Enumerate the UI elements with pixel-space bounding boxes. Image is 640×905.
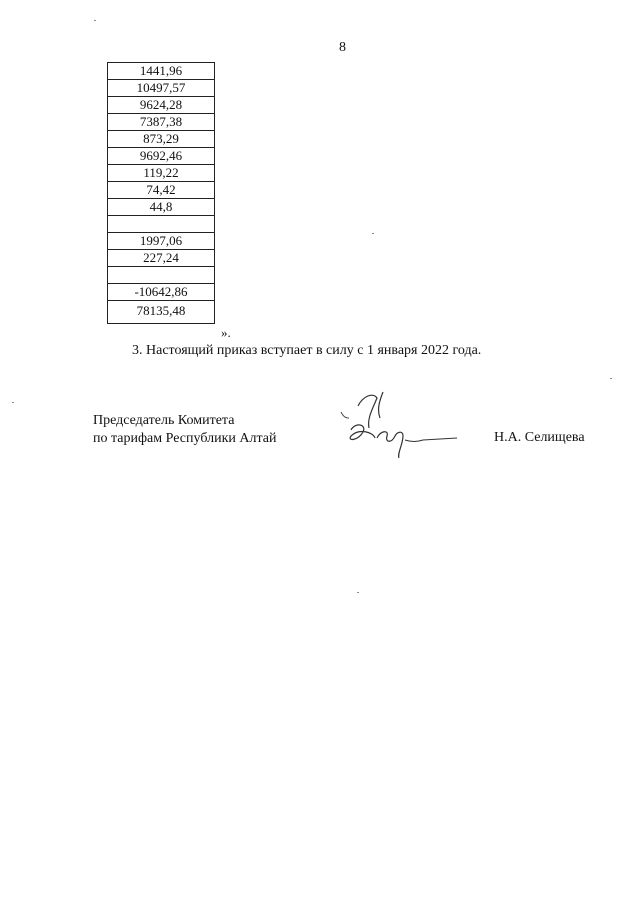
table-row [108,216,215,233]
table-cell: 119,22 [108,165,215,182]
table-row [108,165,215,182]
table-cell: -10642,86 [108,284,215,301]
table-row [108,97,215,114]
signer-title [93,412,276,448]
table-row [108,182,215,199]
table-cell [108,216,215,233]
scan-speck [372,233,374,234]
scan-speck [357,592,359,593]
table-row [108,80,215,97]
table-cell: 1441,96 [108,63,215,80]
values-table [107,62,215,324]
table-cell: 9624,28 [108,97,215,114]
table-row [108,267,215,284]
table-cell: 74,42 [108,182,215,199]
table-row [108,114,215,131]
table-row [108,250,215,267]
scan-speck [12,402,14,403]
table-cell: 10497,57 [108,80,215,97]
scan-speck [94,20,96,21]
table-cell: 9692,46 [108,148,215,165]
table-cell: 7387,38 [108,114,215,131]
closing-quote: ». [221,325,231,340]
page-number: 8 [339,40,346,55]
table-cell: 78135,48 [108,301,215,324]
table-row [108,63,215,80]
table-cell: 1997,06 [108,233,215,250]
table-cell [108,267,215,284]
table-row [108,284,215,301]
table-cell: 873,29 [108,131,215,148]
signer-name: Н.А. Селищева [494,430,585,445]
scan-speck [610,378,612,379]
signer-title-line1: Председатель Комитета [93,413,235,428]
paragraph-3: 3. Настоящий приказ вступает в силу с 1 января 2022 года. [132,343,482,358]
table-row [108,233,215,250]
table-row [108,301,215,324]
signer-title-line2: по тарифам Республики Алтай [93,431,277,446]
table-row [108,148,215,165]
table-row [108,199,215,216]
table-cell: 227,24 [108,250,215,267]
table-row [108,131,215,148]
handwritten-signature [333,388,463,460]
table-cell: 44,8 [108,199,215,216]
